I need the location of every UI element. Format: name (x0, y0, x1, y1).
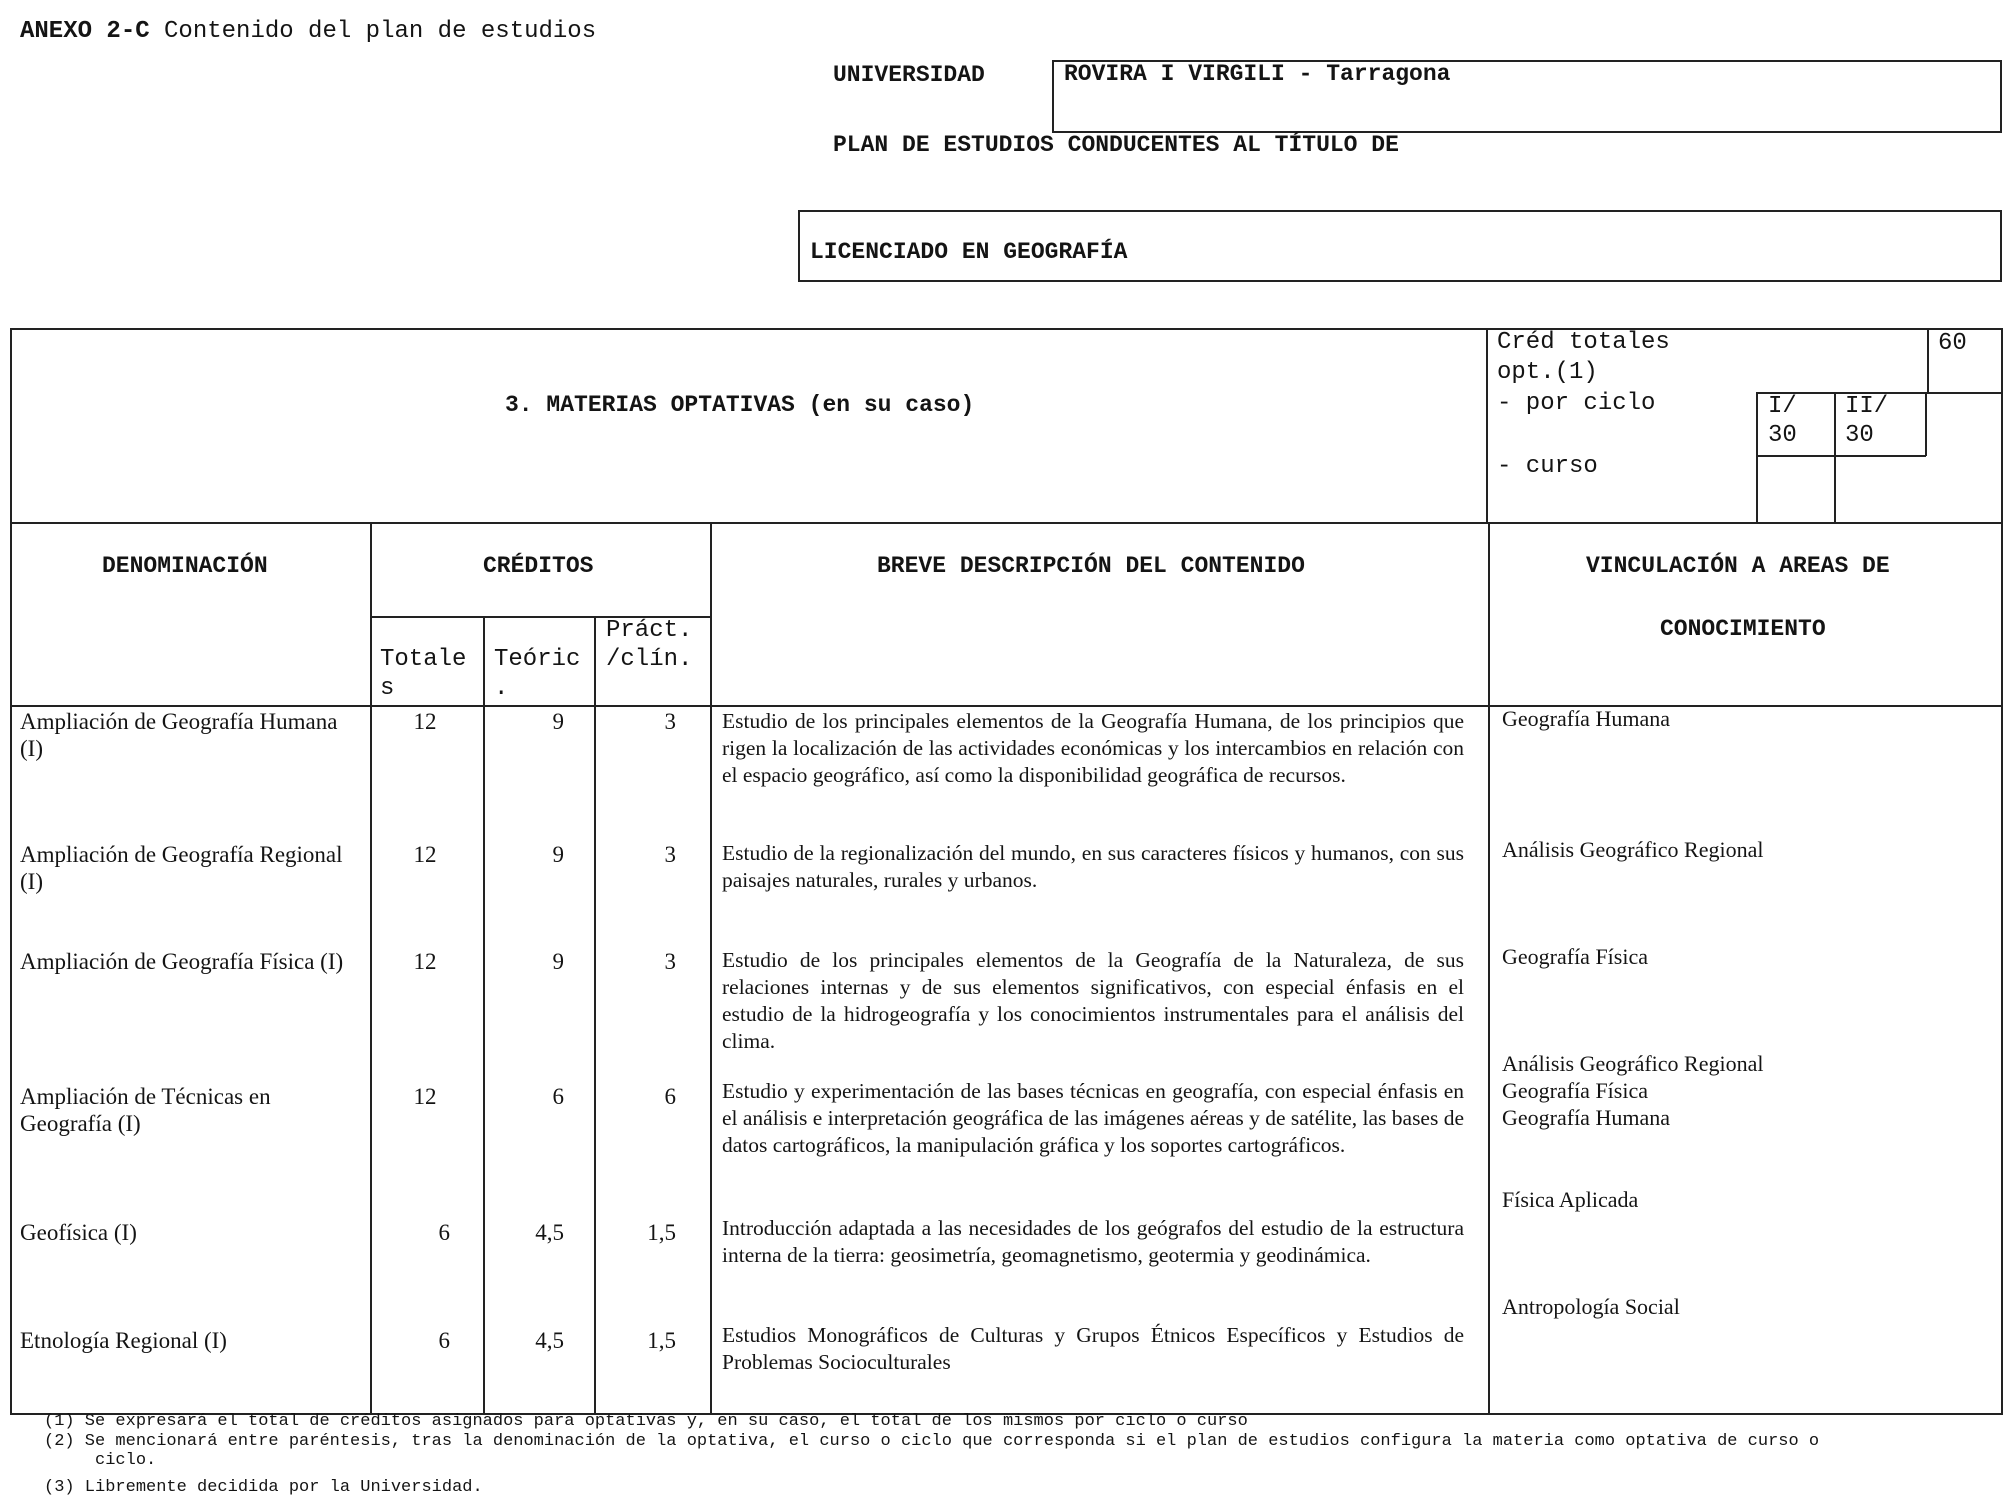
subject-name: Ampliación de Geografía Física (I) (20, 949, 344, 974)
knowledge-area: Geografía Humana (1502, 1105, 1670, 1130)
university-label: UNIVERSIDAD (833, 62, 985, 88)
knowledge-area: Geografía Física (1502, 944, 1648, 969)
divider (483, 616, 485, 1415)
col-vinculacion-1: VINCULACIÓN A AREAS DE (1586, 553, 1890, 579)
credits-total: 6 (438, 1328, 450, 1353)
credits-practice: 3 (664, 842, 676, 867)
credits-practice: 1,5 (647, 1220, 676, 1245)
col-denominacion: DENOMINACIÓN (102, 553, 268, 579)
divider (1486, 328, 1488, 524)
credits-total: 6 (438, 1220, 450, 1245)
credits-total: 12 (413, 709, 437, 734)
divider (370, 522, 372, 1415)
credits-total: 12 (413, 949, 437, 974)
knowledge-area: Antropología Social (1502, 1294, 1680, 1319)
col-teoric: Teóric . (494, 646, 581, 702)
knowledge-areas (1502, 836, 1992, 863)
divider (1488, 522, 1490, 1415)
knowledge-areas (1502, 1186, 1992, 1213)
ciclo-2-cell: II/ 30 (1845, 393, 1889, 449)
col-creditos: CRÉDITOS (483, 553, 594, 579)
degree-title: LICENCIADO EN GEOGRAFÍA (810, 239, 1128, 265)
footnote: (3) Libremente decidida por la Universidad. (44, 1478, 483, 1497)
col-pract: Práct. /clín. (606, 617, 693, 673)
subject-description: Estudios Monográficos de Culturas y Grupos Étnicos Específicos y Estudios de Problemas Socioculturales (722, 1323, 1464, 1374)
ciclo-1-cell: I/ 30 (1768, 393, 1797, 449)
footnote: (1) Se expresará el total de créditos asignados para optativas y, en su caso, el total de los mismos por ciclo o curso (44, 1412, 1248, 1431)
divider (594, 616, 596, 1415)
divider (1756, 392, 1758, 524)
knowledge-area: Geografía Física (1502, 1078, 1648, 1103)
credits-practice: 1,5 (647, 1328, 676, 1353)
credits-theory: 4,5 (535, 1328, 564, 1353)
subject-description: Estudio de la regionalización del mundo, en sus caracteres físicos y humanos, con sus paisajes naturales, rurales y urbanos. (722, 841, 1464, 892)
divider (710, 522, 712, 1415)
subject-name: Ampliación de Técnicas en Geografía (I) (20, 1084, 271, 1136)
credits-theory: 6 (552, 1084, 564, 1109)
divider (10, 522, 2003, 524)
credits-theory: 9 (552, 709, 564, 734)
plan-label: PLAN DE ESTUDIOS CONDUCENTES AL TÍTULO DE (833, 132, 1399, 158)
subject-name: Etnología Regional (I) (20, 1328, 227, 1353)
footnote: ciclo. (44, 1451, 157, 1470)
knowledge-area: Geografía Humana (1502, 706, 1670, 731)
credits-total: 12 (413, 1084, 437, 1109)
knowledge-area: Análisis Geográfico Regional (1502, 1051, 1764, 1076)
knowledge-areas (1502, 1293, 1992, 1320)
cred-totales-label: Créd totales opt.(1) (1497, 329, 1670, 386)
credits-theory: 4,5 (535, 1220, 564, 1245)
subject-name: Ampliación de Geografía Humana (I) (20, 709, 338, 761)
col-totales: Totale s (380, 646, 467, 702)
university-value: ROVIRA I VIRGILI - Tarragona (1064, 61, 1451, 87)
credits-practice: 3 (664, 709, 676, 734)
footnote: (2) Se mencionará entre paréntesis, tras la denominación de la optativa, el curso o ciclo que corresponda si el plan de estudios configura la materia como optativa de curso o (44, 1432, 1820, 1451)
credits-theory: 9 (552, 949, 564, 974)
credits-practice: 6 (664, 1084, 676, 1109)
annex-label: ANEXO 2-C (20, 18, 150, 45)
subject-name: Ampliación de Geografía Regional (I) (20, 842, 343, 894)
curso-label: - curso (1497, 453, 1598, 480)
credits-practice: 3 (664, 949, 676, 974)
divider (1927, 328, 1929, 394)
divider (1834, 392, 1836, 524)
divider (1925, 392, 1927, 456)
subject-description: Estudio de los principales elementos de la Geografía Humana, de los principios que rigen la localización de las actividades económicas y los intercambios en relación con el espacio geográfico, así como la disponibilidad geográfica de recursos. (722, 709, 1464, 787)
section-title: 3. MATERIAS OPTATIVAS (en su caso) (505, 392, 975, 418)
knowledge-areas (1502, 943, 1992, 970)
knowledge-areas (1502, 705, 1992, 732)
knowledge-areas (1502, 1050, 1992, 1131)
cred-totales-value: 60 (1938, 330, 1967, 357)
subject-description: Introducción adaptada a las necesidades de los geógrafos del estudio de la estructura interna de la tierra: geosimetría, geomagnetismo, geotermia y geodinámica. (722, 1216, 1464, 1267)
divider (1927, 392, 2003, 394)
col-descripcion: BREVE DESCRIPCIÓN DEL CONTENIDO (877, 553, 1305, 579)
knowledge-area: Análisis Geográfico Regional (1502, 837, 1764, 862)
subject-name: Geofísica (I) (20, 1220, 137, 1245)
annex-title: Contenido del plan de estudios (164, 18, 597, 45)
annex-heading (20, 18, 596, 45)
credits-theory: 9 (552, 842, 564, 867)
por-ciclo-label: - por ciclo (1497, 390, 1656, 417)
divider (1756, 455, 1926, 457)
subject-description: Estudio de los principales elementos de la Geografía de la Naturaleza, de sus relaciones internas y de sus elementos significativos, con especial énfasis en el estudio de la hidrogeografía y los conocimientos instrumentales para el análisis del clima. (722, 948, 1464, 1053)
credits-total: 12 (413, 842, 437, 867)
col-vinculacion-2: CONOCIMIENTO (1660, 616, 1826, 642)
subject-description: Estudio y experimentación de las bases técnicas en geografía, con especial énfasis en el análisis e interpretación geográfica de las imágenes aéreas y de satélite, las bases de datos cartográficos, la manipulación gráfica y los soportes cartográficos. (722, 1079, 1465, 1157)
knowledge-area: Física Aplicada (1502, 1187, 1639, 1212)
